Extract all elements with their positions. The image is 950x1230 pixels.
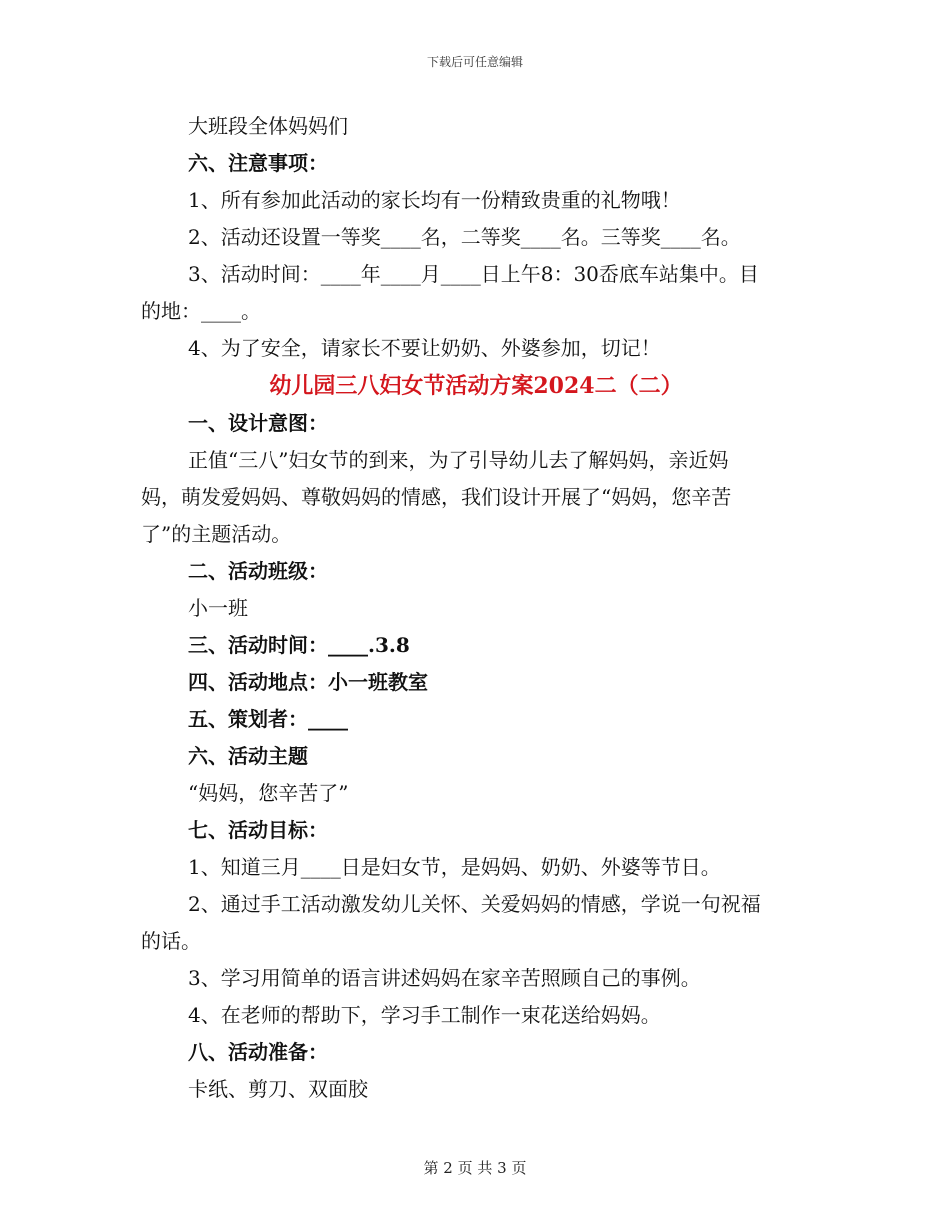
section-heading: 四、活动地点：小一班教室 <box>188 670 428 694</box>
section-heading: 一、设计意图： <box>188 411 328 435</box>
list-item: 1、所有参加此活动的家长均有一份精致贵重的礼物哦！ <box>188 188 681 212</box>
section-heading: 八、活动准备： <box>188 1040 328 1064</box>
list-item: 3、活动时间：____年____月____日上午8：30岙底车站集中。目 <box>188 262 759 286</box>
text-line: “妈妈，您辛苦了” <box>188 781 349 805</box>
list-item: 3、学习用简单的语言讲述妈妈在家辛苦照顾自己的事例。 <box>188 966 701 990</box>
page-header: 下载后可任意编辑 <box>426 55 523 69</box>
list-item: 1、知道三月____日是妇女节，是妈妈、奶奶、外婆等节日。 <box>188 855 721 879</box>
list-item: 4、在老师的帮助下，学习手工制作一束花送给妈妈。 <box>188 1003 661 1027</box>
section-heading: 七、活动目标： <box>188 818 328 842</box>
text-line: 卡纸、剪刀、双面胶 <box>188 1077 368 1101</box>
document-body <box>141 108 811 1108</box>
list-item: 2、活动还设置一等奖____名，二等奖____名。三等奖____名。 <box>188 225 741 249</box>
section-heading: 六、活动主题 <box>188 744 308 768</box>
list-item: 2、通过手工活动激发幼儿关怀、关爱妈妈的情感，学说一句祝福 <box>188 892 761 916</box>
paragraph-line: 妈，萌发爱妈妈、尊敬妈妈的情感，我们设计开展了“妈妈，您辛苦 <box>141 485 732 509</box>
list-item-continued: 的地：____。 <box>141 299 261 323</box>
section-heading: 五、策划者：____ <box>188 707 348 731</box>
paragraph-line: 了”的主题活动。 <box>141 522 292 546</box>
page-footer: 第 2 页 共 3 页 <box>423 1159 527 1177</box>
text-line: 小一班 <box>188 596 248 620</box>
section-heading: 六、注意事项： <box>188 151 328 175</box>
section-heading: 二、活动班级： <box>188 559 328 583</box>
list-item: 4、为了安全，请家长不要让奶奶、外婆参加，切记！ <box>188 336 661 360</box>
text-line: 大班段全体妈妈们 <box>188 114 348 138</box>
list-item-continued: 的话。 <box>141 929 201 953</box>
document-title: 幼儿园三八妇女节活动方案2024二（二） <box>269 373 683 399</box>
section-heading: 三、活动时间：____.3.8 <box>188 633 410 657</box>
paragraph-line: 正值“三八”妇女节的到来，为了引导幼儿去了解妈妈，亲近妈 <box>188 448 729 472</box>
